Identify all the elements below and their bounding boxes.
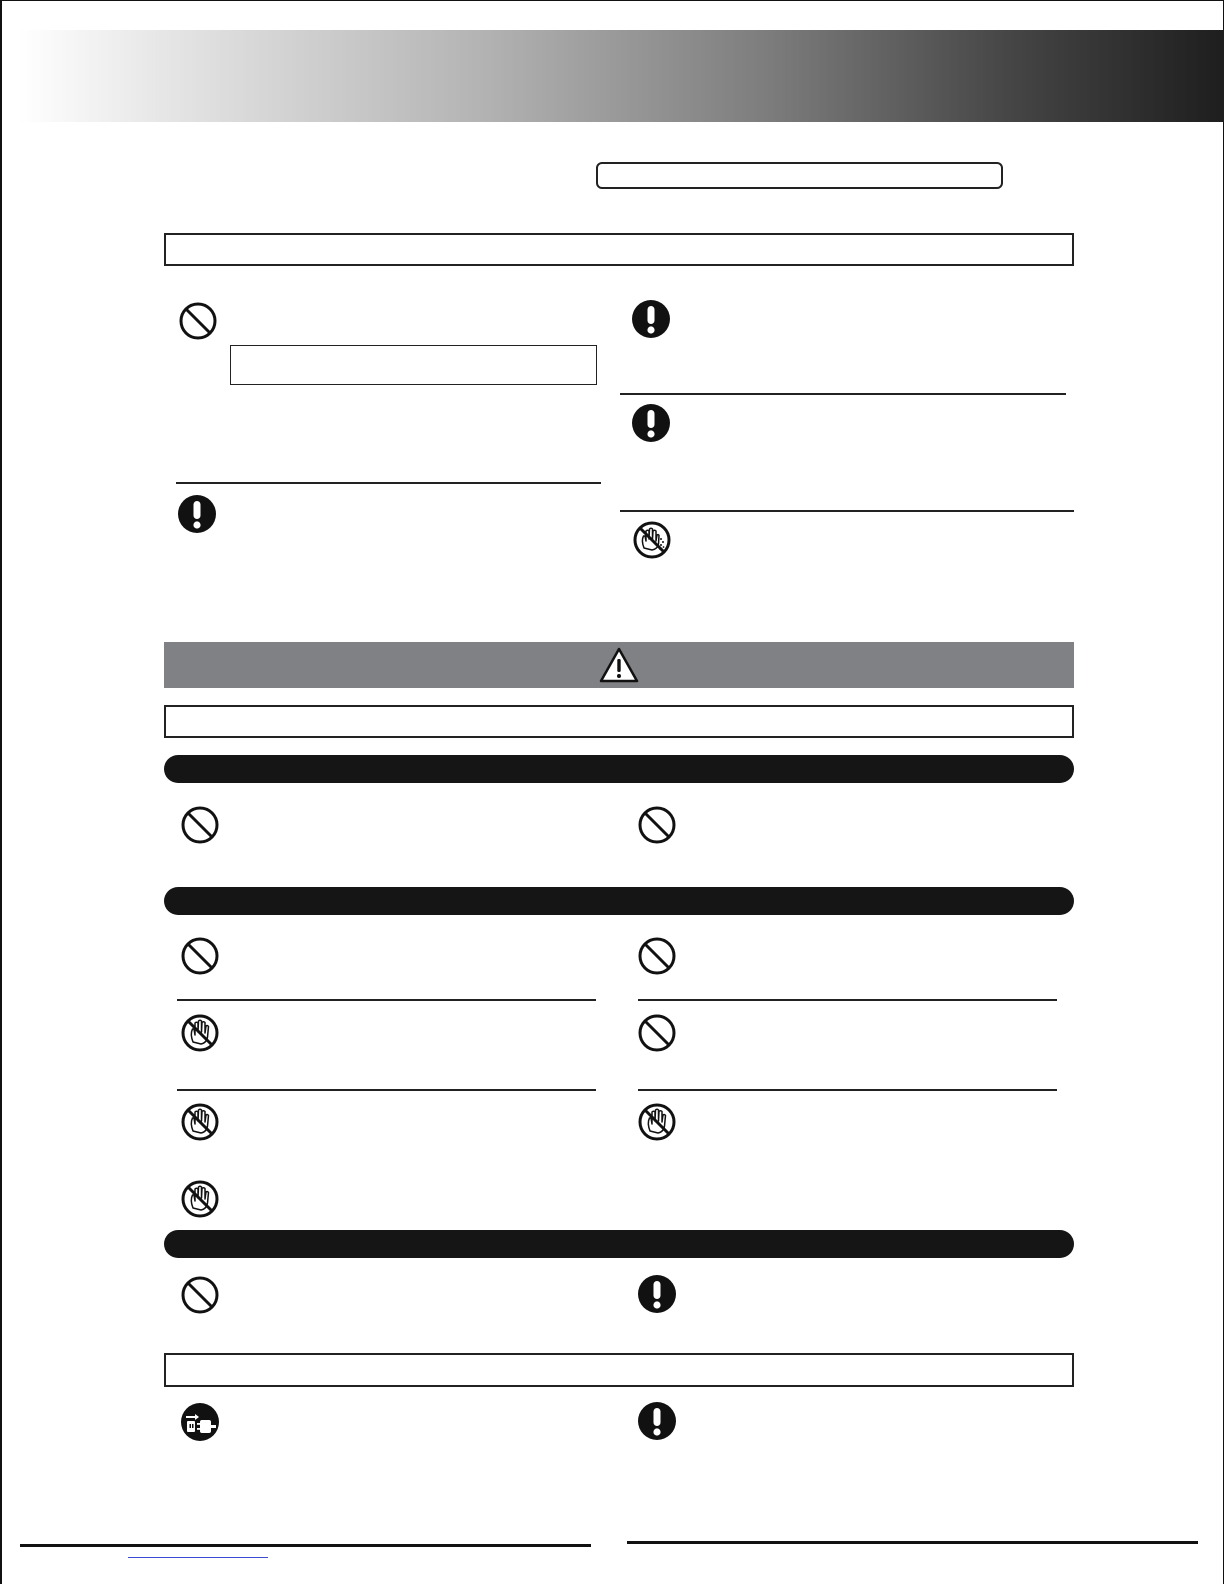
divider-line bbox=[620, 510, 1074, 512]
divider-line bbox=[620, 393, 1066, 395]
mandatory-action-icon bbox=[637, 1274, 677, 1314]
do-not-touch-icon bbox=[637, 1102, 677, 1142]
do-not-touch-wet-hands-icon bbox=[632, 520, 672, 560]
unplug-icon bbox=[180, 1402, 220, 1442]
do-not-touch-icon bbox=[180, 1013, 220, 1053]
section-pill-header bbox=[164, 1230, 1074, 1258]
footer-link-underline[interactable] bbox=[128, 1557, 268, 1558]
heading-label-frame bbox=[596, 162, 1003, 189]
section-pill-header bbox=[164, 755, 1074, 783]
inset-note-box bbox=[230, 345, 597, 385]
section-pill-header bbox=[164, 887, 1074, 915]
divider-line bbox=[638, 999, 1057, 1001]
mandatory-action-icon bbox=[177, 494, 217, 534]
warning-triangle-icon bbox=[598, 646, 640, 684]
divider-line bbox=[176, 482, 601, 484]
prohibition-icon bbox=[637, 805, 677, 845]
section-heading-box bbox=[164, 705, 1074, 738]
mandatory-action-icon bbox=[631, 403, 671, 443]
section-heading-box bbox=[164, 1353, 1074, 1387]
footer-rule-left bbox=[20, 1544, 591, 1547]
prohibition-icon bbox=[637, 1013, 677, 1053]
header-gradient-band bbox=[18, 30, 1224, 122]
prohibition-icon bbox=[180, 936, 220, 976]
warning-banner bbox=[164, 642, 1074, 688]
divider-line bbox=[638, 1089, 1057, 1091]
mandatory-action-icon bbox=[637, 1401, 677, 1441]
prohibition-icon bbox=[180, 1275, 220, 1315]
section-heading-box bbox=[164, 233, 1074, 266]
mandatory-action-icon bbox=[631, 299, 671, 339]
do-not-touch-icon bbox=[180, 1179, 220, 1219]
prohibition-icon bbox=[180, 805, 220, 845]
divider-line bbox=[177, 999, 596, 1001]
footer-rule-right bbox=[627, 1541, 1198, 1544]
prohibition-icon bbox=[178, 301, 218, 341]
prohibition-icon bbox=[637, 936, 677, 976]
do-not-touch-icon bbox=[180, 1102, 220, 1142]
divider-line bbox=[177, 1089, 596, 1091]
